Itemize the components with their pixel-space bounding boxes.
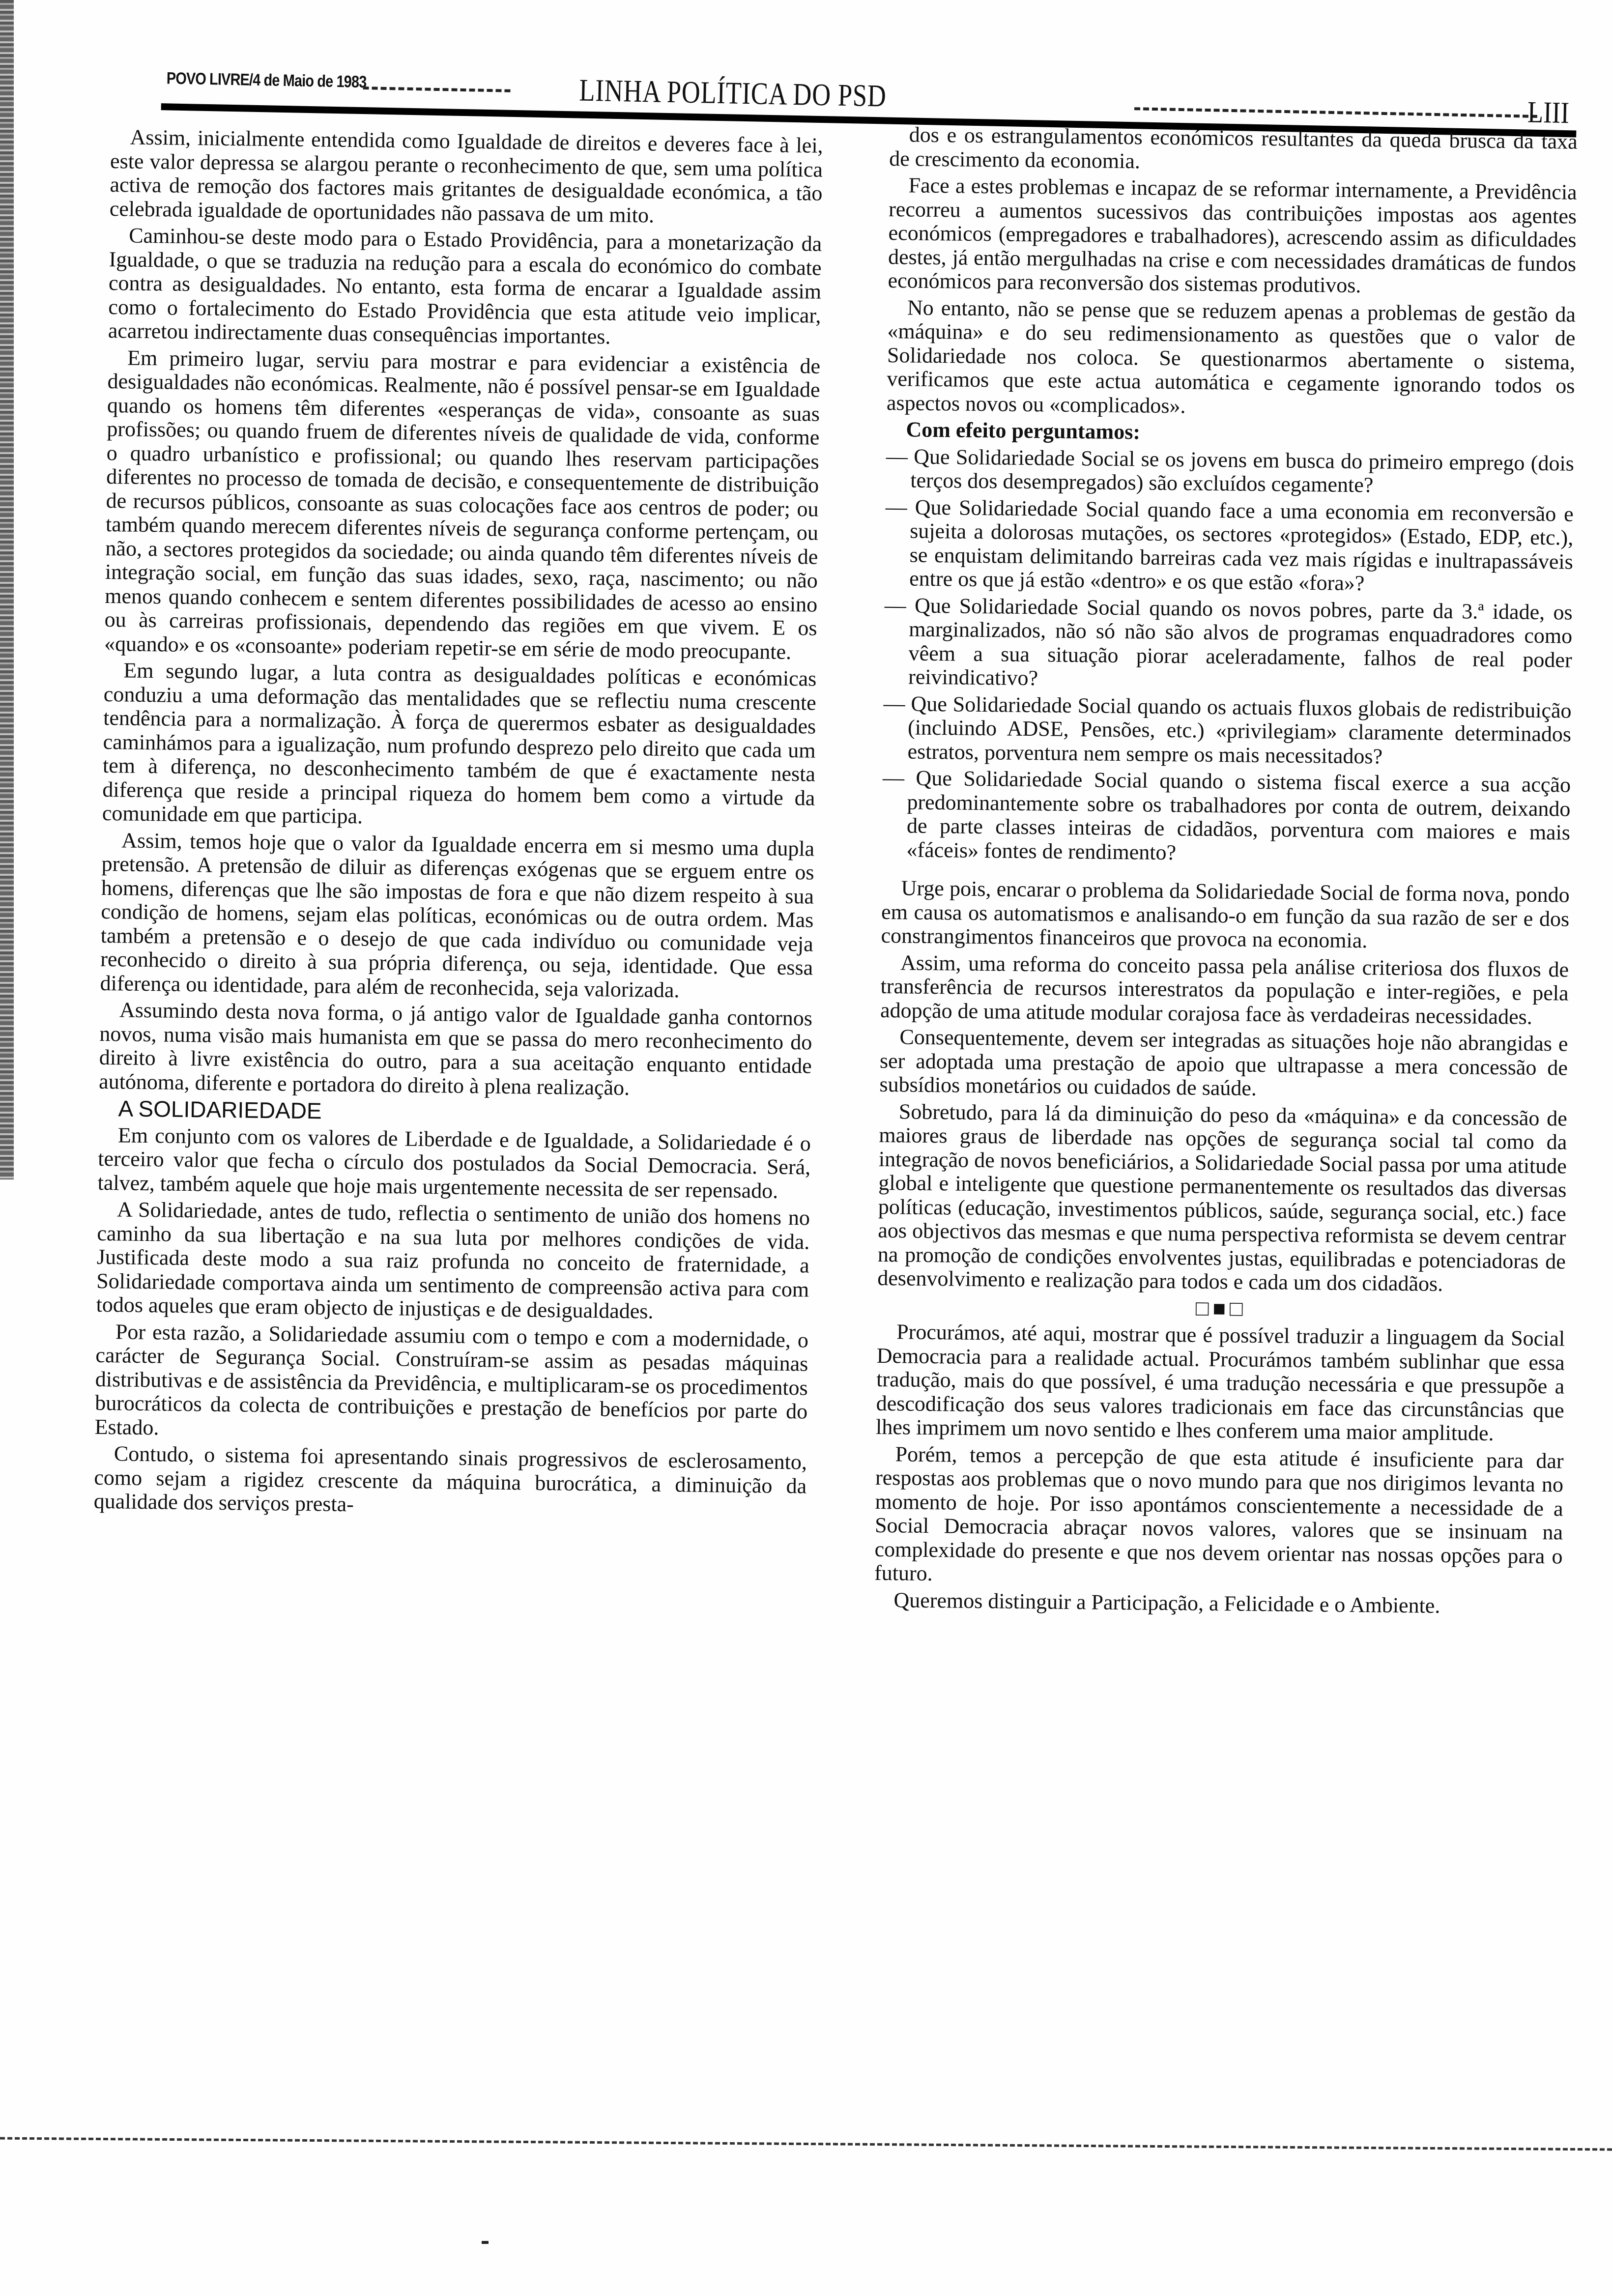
paragraph: Assim, uma reforma do conceito passa pela análise criteriosa dos fluxos de transferência de recursos interestratos da população e inter-regiões, e pela adopção de uma atitude modular corajosa face às verdadeiras necessidades. — [880, 950, 1569, 1029]
paragraph: Consequentemente, devem ser integradas as situações hoje não abrangidas e ser adoptada uma prestação de apoio que ultrapasse a mera concessão de subsídios monetários ou cuidados de saúde. — [879, 1025, 1568, 1100]
paragraph: Em conjunto com os valores de Liberdade e de Igualdade, a Solidariedade é o terceiro valor que fecha o círculo dos postulados da Social Democracia. Será, talvez, também aquele que hoje mais urgentemente necessita de ser repensado. — [97, 1122, 811, 1203]
masthead-dash-left — [363, 86, 511, 92]
paragraph: Procurámos, até aqui, mostrar que é possível traduzir a linguagem da Social Democracia para a realidade actual. Procurámos também sublinhar que essa tradução, mais do que possível, é uma tradução necessária e que pressupõe a descodificação dos seus valores tradicionais em face das circunstâncias que lhes imprimem um novo sentido e lhes conferem uma maior amplitude. — [875, 1320, 1565, 1446]
publication-date: POVO LIVRE/4 de Maio de 1983 — [166, 69, 367, 92]
paragraph: Face a estes problemas e incapaz de se reformar internamente, a Previdência recorreu a aumentos sucessivos das contribuições impostas aos agentes económicos (empregadores e trabalhadores), acrescendo assim as dificuldades destes, já então mergulhadas na crise e com necessidades dramáticas de fundos económicos para reconversão dos sistemas produtivos. — [888, 173, 1577, 298]
paragraph: Em primeiro lugar, serviu para mostrar e para evidenciar a existência de desigualdades não económicas. Realmente, não é possível pensar-se em Igualdade quando os homens têm diferentes «esperanças de vida», consoante as suas profissões; ou quando fruem de diferentes níveis de qualidade de vida, conforme o quadro urbanístico e profissional; ou quando lhes reservam participações diferentes no processo de tomada de decisão, e consequentemente de distribuição de recursos públicos, consoante as suas colocações face aos centros de poder; ou também quando merecem diferentes níveis de segurança conforme pertençam, ou não, a sectores protegidos da sociedade; ou ainda quando têm diferentes níveis de integração social, em função das suas idades, sexo, raça, nascimento; ou não menos quando conhecem e sentem diferentes possibilidades de acesso ao ensino ou às carreiras profissionais, dependendo das regiões em que vivem. E os «quando» e os «consoante» poderiam repetir-se em série de modo preocupante. — [104, 345, 821, 664]
paragraph: Assumindo desta nova forma, o já antigo valor de Igualdade ganha contornos novos, numa visão mais humanista em que se passa do mero reconhecimento do direito à livre existência do outro, para a sua aceitação enquanto entidade autónoma, diferente e portadora do direito à plena realização. — [98, 998, 813, 1100]
paragraph: Assim, inicialmente entendida como Igualdade de direitos e deveres face à lei, este valor depressa se alargou perante o reconhecimento de que, sem uma política activa de remoção dos factores mais gritantes de desigualdade económica, a tão celebrada igualdade de oportunidades não passava de um mito. — [109, 125, 823, 228]
paragraph: dos e os estrangulamentos económicos resultantes da queda brusca da taxa de crescimento da economia. — [889, 122, 1578, 173]
bottom-rule — [0, 2137, 1612, 2151]
right-column — [874, 123, 1578, 1622]
section-title: LINHA POLÍTICA DO PSD — [578, 72, 887, 114]
scan-edge-artifact — [0, 0, 14, 1179]
paragraph: Porém, temos a percepção de que esta atitude é insuficiente para dar respostas aos problemas que o novo mundo para que nos dirigimos levanta no momento de hoje. Por isso apontámos conscientemente a necessidade de a Social Democracia abraçar novos valores, valores que se insinuam na complexidade do presente e que nos devem orientar nas nossas opções para o futuro. — [874, 1441, 1564, 1586]
masthead — [156, 49, 1583, 136]
paragraph: Queremos distinguir a Participação, a Felicidade e o Ambiente. — [893, 1587, 1440, 1618]
question-item: — Que Solidariedade Social quando face a uma economia em reconversão e sujeita a dolorosas mutações, os sectores «protegidos» (Estado, EDP, etc.), se enquistam delimitando barreiras cada vez mais rígidas e inultrapassáveis entre os que já estão «dentro» e os que estão «fora»? — [885, 494, 1574, 596]
paragraph: Sobretudo, para lá da diminuição do peso da «máquina» e da concessão de maiores graus de liberdade nas opções de segurança social tal como da integração de novos beneficiários, a Solidariedade Social passa por uma atitude global e inteligente que questione permanentemente os resultados das diversas políticas (educação, investimentos públicos, saúde, segurança social, etc.) face aos objectivos das mesmas e que numa perspectiva reformista se devem centrar na promoção de condições envolventes justas, equilibradas e potenciadoras de desenvolvimento e realização para todos e cada um dos cidadãos. — [877, 1099, 1568, 1296]
section-heading: A SOLIDARIEDADE — [118, 1095, 322, 1124]
paragraph: Em segundo lugar, a luta contra as desigualdades políticas e económicas conduziu a uma deformação das mentalidades que se reflectiu numa crescente tendência para a normalização. À força de querermos esbater as desigualdades caminhámos para a igualização, num profundo desprezo pelo direito que cada um tem à diferença, no desconhecimento também de que é exactamente nesta diferença que reside a principal riqueza do homem bem como a virtude da comunidade em que participa. — [102, 658, 817, 829]
question-item: — Que Solidariedade Social quando o sistema fiscal exerce a sua acção predominantemente sobre os trabalhadores por conta de outrem, deixando de parte classes inteiras de cidadãos, porventura com maiores e mais «fáceis» fontes de rendimento? — [882, 765, 1571, 864]
paragraph: Caminhou-se deste modo para o Estado Providência, para a monetarização da Igualdade, o que se traduzia na redução para a escala do económico do combate contra as desigualdades. No entanto, esta forma de encarar a Igualdade assim como o fortalecimento do Estado Providência que esta atitude veio implicar, acarretou indirectamente duas consequências importantes. — [108, 223, 822, 349]
masthead-dash-right — [1134, 107, 1537, 118]
paragraph: Por esta razão, a Solidariedade assumiu com o tempo e com a modernidade, o carácter de Segurança Social. Construíram-se assim as pesadas máquinas distributivas e de assistência da Previdência, e multiplicaram-se os procedimentos burocráticos da colecta de contribuições e prestação de benefícios por parte do Estado. — [94, 1319, 809, 1439]
paragraph: No entanto, não se pense que se reduzem apenas a problemas de gestão da «máquina» e do seu redimensionamento as questões que o valor de Solidariedade nos coloca. Se questionarmos abertamente o sistema, verificamos que este actua automática e cegamente ignorando todos os aspectos novos ou «complicados». — [886, 295, 1576, 418]
paragraph: Contudo, o sistema foi apresentando sinais progressivos de esclerosamento, como sejam a rigidez crescente da máquina burocrática, a diminuição da qualidade dos serviços presta- — [93, 1441, 807, 1517]
paragraph: A Solidariedade, antes de tudo, reflectia o sentimento de união dos homens no caminho da sua libertação e na sua luta por melhores condições de vida. Justificada deste modo a sua raiz profunda no conceito de fraternidade, a Solidariedade comportava ainda um sentimento de compreensão activa para com todos aqueles que eram objecto de injustiças e de desigualdades. — [96, 1197, 810, 1323]
paragraph: Urge pois, encarar o problema da Solidariedade Social de forma nova, pondo em causa os automatismos e analisando-o em função da sua razão de ser e dos constrangimentos financeiros que provoca na economia. — [881, 876, 1570, 953]
question-item: — Que Solidariedade Social quando os novos pobres, parte da 3.ª idade, os marginalizados, não só não são alvos de programas enquadradores como vêem a sua situação piorar aceleradamente, falhos de real poder reivindicativo? — [884, 593, 1573, 690]
question-intro: Com efeito perguntamos: — [906, 417, 1141, 444]
page-number: LIII — [1527, 95, 1570, 130]
left-column — [93, 125, 823, 1525]
section-separator: □■□ — [1195, 1296, 1247, 1321]
question-item: — Que Solidariedade Social quando os actuais fluxos globais de redistribuição (incluindo ADSE, Pensões, etc.) «privilegiam» claramente determinados estratos, porventura nem sempre os mais necessitados? — [883, 691, 1572, 769]
paragraph: Assim, temos hoje que o valor da Igualdade encerra em si mesmo uma dupla pretensão. A pretensão de diluir as diferenças exógenas que se erguem entre os homens, diferenças que lhe são impostas de fora e que não dizem respeito à sua condição de homens, sejam elas políticas, económicas ou de outra ordem. Mas também a pretensão e o desejo de que cada indivíduo ou comunidade veja reconhecido o direito à sua própria diferença, ou seja, identidade. Que essa diferença ou identidade, para além de reconhecida, seja valorizada. — [100, 828, 815, 1002]
scan-speck — [482, 2241, 489, 2244]
question-item: — Que Solidariedade Social se os jovens em busca do primeiro emprego (dois terços dos desempregados) são excluídos cegamente? — [886, 444, 1575, 497]
